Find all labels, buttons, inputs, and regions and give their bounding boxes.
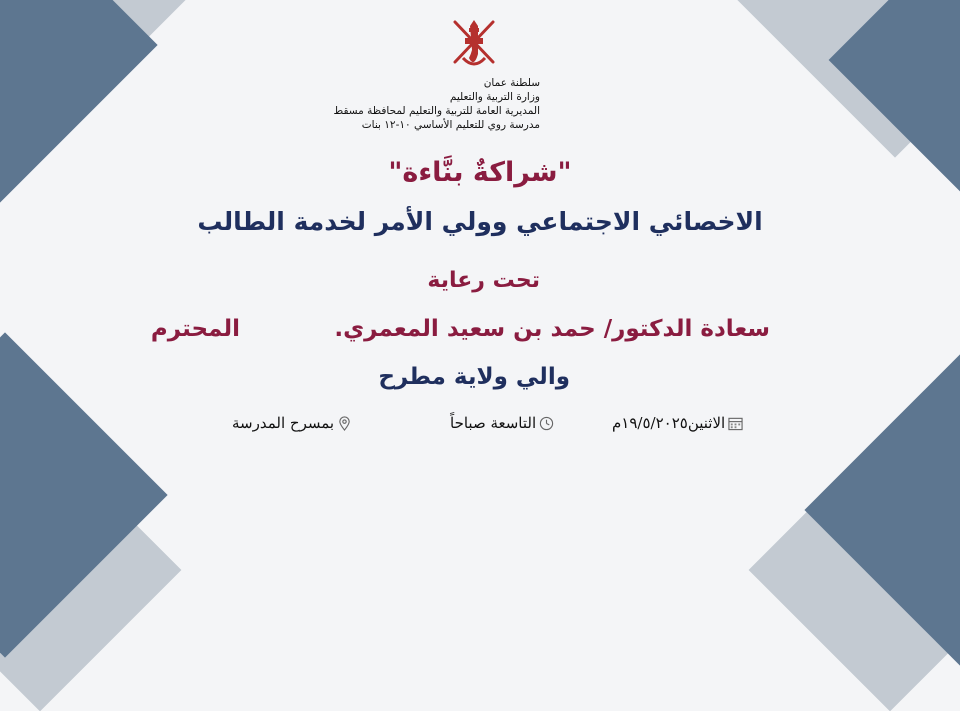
honorific: المحترم (150, 316, 240, 342)
event-date (612, 414, 743, 432)
country-name: سلطنة عمان (483, 77, 540, 89)
ministry-name: وزارة التربية والتعليم (449, 91, 540, 103)
calendar-icon (728, 416, 743, 431)
event-time (450, 414, 554, 432)
event-place (232, 414, 352, 432)
main-title: الاخصائي الاجتماعي وولي الأمر لخدمة الطالب (197, 207, 763, 236)
location-pin-icon (337, 416, 352, 431)
event-date-text: الاثنين١٩/٥/٢٠٢٥م (612, 414, 726, 432)
school-name: مدرسة روي للتعليم الأساسي ١٠-١٢ بنات (361, 119, 540, 131)
patron-name: سعادة الدكتور/ حمد بن سعيد المعمري. (334, 316, 770, 342)
patron-post: والي ولاية مطرح (378, 364, 570, 390)
header-block (334, 76, 540, 132)
directorate-name: المديرية العامة للتربية والتعليم لمحافظة مسقط (333, 105, 540, 117)
clock-icon (539, 416, 554, 431)
oman-emblem-icon (445, 14, 503, 74)
slogan: "شراكةٌ بنَّاءة" (388, 157, 572, 188)
event-place-text: بمسرح المدرسة (232, 414, 335, 432)
event-time-text: التاسعة صباحاً (450, 414, 537, 432)
under-patronage: تحت رعاية (427, 268, 540, 293)
